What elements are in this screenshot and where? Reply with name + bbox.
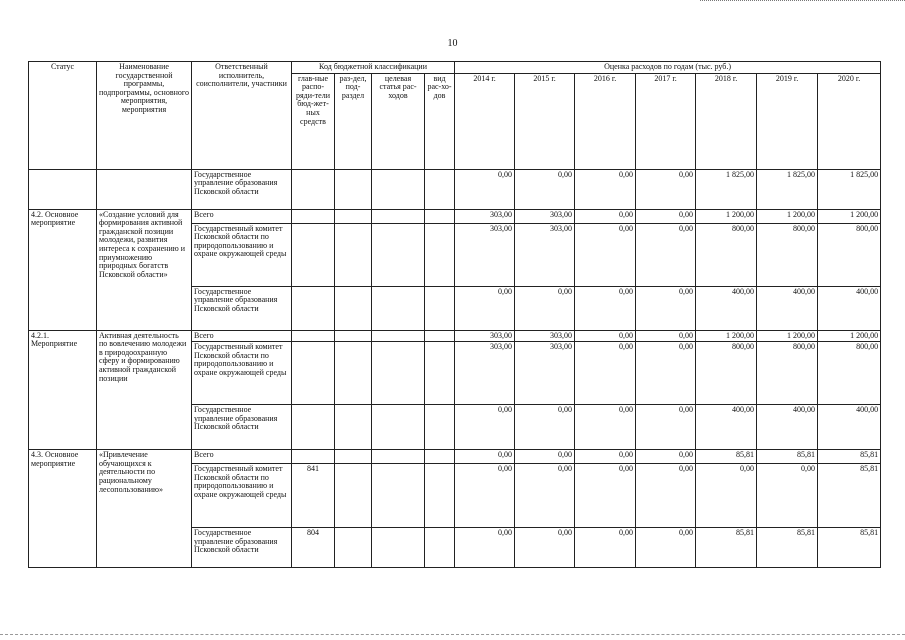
value-cell: 800,00 — [818, 342, 881, 405]
value-cell: 303,00 — [515, 330, 575, 342]
header-year: 2019 г. — [757, 73, 818, 169]
grbs-cell — [292, 169, 335, 209]
value-cell: 1 200,00 — [757, 330, 818, 342]
expense-type-cell — [425, 209, 455, 223]
section-cell — [335, 209, 372, 223]
section-cell — [335, 405, 372, 450]
grbs-cell — [292, 405, 335, 450]
target-article-cell — [372, 405, 425, 450]
value-cell: 0,00 — [575, 223, 636, 286]
header-expense-type: вид рас-хо-дов — [425, 73, 455, 169]
expense-type-cell — [425, 405, 455, 450]
value-cell: 1 825,00 — [757, 169, 818, 209]
value-cell: 1 200,00 — [818, 330, 881, 342]
header-name: Наименование государственной программы, подпрограммы, основного мероприятия, мероприятия — [97, 62, 192, 170]
header-target-article: целевая статья рас-ходов — [372, 73, 425, 169]
target-article-cell — [372, 450, 425, 464]
value-cell: 0,00 — [515, 528, 575, 568]
value-cell: 0,00 — [636, 286, 696, 330]
section-cell — [335, 169, 372, 209]
header-section: раз-дел, под-раздел — [335, 73, 372, 169]
header-year: 2017 г. — [636, 73, 696, 169]
executor-cell: Государственное управление образования Псковской области — [192, 528, 292, 568]
value-cell: 400,00 — [757, 286, 818, 330]
expense-type-cell — [425, 169, 455, 209]
name-cell: «Привлечение обучающихся к деятельности по рациональному лесопользованию» — [97, 450, 192, 568]
grbs-cell — [292, 330, 335, 342]
name-cell: Активная деятельность по вовлечению молодежи в природоохранную сферу и формированию активной гражданской позиции — [97, 330, 192, 450]
budget-table — [28, 61, 881, 568]
value-cell: 400,00 — [696, 286, 757, 330]
header-year: 2014 г. — [455, 73, 515, 169]
value-cell: 0,00 — [455, 286, 515, 330]
header-grbs: глав-ные распо-ряди-тели бюд-жет-ных средств — [292, 73, 335, 169]
expense-type-cell — [425, 286, 455, 330]
executor-cell: Всего — [192, 330, 292, 342]
value-cell: 303,00 — [455, 342, 515, 405]
status-cell: 4.2.1. Мероприятие — [29, 330, 97, 450]
expense-type-cell — [425, 330, 455, 342]
value-cell: 0,00 — [515, 464, 575, 528]
value-cell: 85,81 — [757, 450, 818, 464]
value-cell: 1 825,00 — [818, 169, 881, 209]
value-cell: 0,00 — [636, 342, 696, 405]
grbs-cell: 841 — [292, 464, 335, 528]
value-cell: 0,00 — [636, 169, 696, 209]
value-cell: 303,00 — [515, 209, 575, 223]
value-cell: 0,00 — [455, 405, 515, 450]
executor-cell: Государственный комитет Псковской области по природопользованию и охране окружающей среды — [192, 223, 292, 286]
value-cell: 0,00 — [575, 330, 636, 342]
grbs-cell: 804 — [292, 528, 335, 568]
value-cell: 0,00 — [575, 464, 636, 528]
value-cell: 85,81 — [757, 528, 818, 568]
value-cell: 0,00 — [455, 450, 515, 464]
value-cell: 1 200,00 — [696, 209, 757, 223]
value-cell: 400,00 — [757, 405, 818, 450]
executor-cell: Всего — [192, 450, 292, 464]
value-cell: 1 200,00 — [696, 330, 757, 342]
value-cell: 0,00 — [455, 528, 515, 568]
header-executor: Ответственный исполнитель, соисполнители, участники — [192, 62, 292, 170]
section-cell — [335, 223, 372, 286]
executor-cell: Всего — [192, 209, 292, 223]
target-article-cell — [372, 169, 425, 209]
target-article-cell — [372, 330, 425, 342]
status-cell: 4.3. Основное мероприятие — [29, 450, 97, 568]
status-cell: 4.2. Основное мероприятие — [29, 209, 97, 330]
value-cell: 1 825,00 — [696, 169, 757, 209]
value-cell: 800,00 — [696, 223, 757, 286]
value-cell: 0,00 — [636, 405, 696, 450]
table-row — [29, 169, 881, 209]
grbs-cell — [292, 450, 335, 464]
value-cell: 85,81 — [818, 450, 881, 464]
header-year: 2015 г. — [515, 73, 575, 169]
value-cell: 303,00 — [455, 209, 515, 223]
value-cell: 0,00 — [575, 450, 636, 464]
target-article-cell — [372, 464, 425, 528]
value-cell: 0,00 — [575, 286, 636, 330]
expense-type-cell — [425, 464, 455, 528]
value-cell: 0,00 — [757, 464, 818, 528]
section-cell — [335, 464, 372, 528]
target-article-cell — [372, 223, 425, 286]
grbs-cell — [292, 286, 335, 330]
expense-type-cell — [425, 223, 455, 286]
value-cell: 85,81 — [696, 528, 757, 568]
value-cell: 85,81 — [818, 528, 881, 568]
table-row — [29, 209, 881, 223]
value-cell: 303,00 — [455, 330, 515, 342]
value-cell: 0,00 — [636, 223, 696, 286]
value-cell: 0,00 — [636, 450, 696, 464]
executor-cell: Государственный комитет Псковской области по природопользованию и охране окружающей среды — [192, 464, 292, 528]
value-cell: 0,00 — [636, 464, 696, 528]
executor-cell: Государственный комитет Псковской области по природопользованию и охране окружающей среды — [192, 342, 292, 405]
target-article-cell — [372, 209, 425, 223]
section-cell — [335, 286, 372, 330]
expense-type-cell — [425, 342, 455, 405]
value-cell: 800,00 — [818, 223, 881, 286]
status-cell — [29, 169, 97, 209]
value-cell: 0,00 — [515, 286, 575, 330]
value-cell: 303,00 — [515, 223, 575, 286]
page-number: 10 — [447, 38, 458, 49]
header-year: 2020 г. — [818, 73, 881, 169]
value-cell: 303,00 — [455, 223, 515, 286]
header-status: Статус — [29, 62, 97, 170]
value-cell: 0,00 — [636, 528, 696, 568]
target-article-cell — [372, 286, 425, 330]
value-cell: 800,00 — [757, 223, 818, 286]
scan-artifact-top — [700, 0, 905, 4]
section-cell — [335, 342, 372, 405]
value-cell: 0,00 — [575, 209, 636, 223]
value-cell: 85,81 — [696, 450, 757, 464]
scan-artifact-bottom — [0, 634, 905, 637]
value-cell: 400,00 — [818, 405, 881, 450]
header-expense-estimate: Оценка расходов по годам (тыс. руб.) — [455, 62, 881, 74]
value-cell: 303,00 — [515, 342, 575, 405]
target-article-cell — [372, 342, 425, 405]
value-cell: 800,00 — [696, 342, 757, 405]
value-cell: 400,00 — [818, 286, 881, 330]
name-cell: «Создание условий для формирования активной гражданской позиции молодежи, развития интереса к сохранению и приумножению природных богатств Псковской области» — [97, 209, 192, 330]
value-cell: 0,00 — [575, 342, 636, 405]
value-cell: 0,00 — [696, 464, 757, 528]
name-cell — [97, 169, 192, 209]
grbs-cell — [292, 223, 335, 286]
header-year: 2016 г. — [575, 73, 636, 169]
value-cell: 0,00 — [636, 330, 696, 342]
value-cell: 0,00 — [636, 209, 696, 223]
value-cell: 800,00 — [757, 342, 818, 405]
executor-cell: Государственное управление образования Псковской области — [192, 405, 292, 450]
section-cell — [335, 450, 372, 464]
value-cell: 400,00 — [696, 405, 757, 450]
value-cell: 0,00 — [515, 169, 575, 209]
target-article-cell — [372, 528, 425, 568]
executor-cell: Государственное управление образования Псковской области — [192, 169, 292, 209]
value-cell: 0,00 — [575, 405, 636, 450]
section-cell — [335, 528, 372, 568]
executor-cell: Государственное управление образования Псковской области — [192, 286, 292, 330]
value-cell: 0,00 — [455, 169, 515, 209]
section-cell — [335, 330, 372, 342]
value-cell: 85,81 — [818, 464, 881, 528]
value-cell: 0,00 — [455, 464, 515, 528]
grbs-cell — [292, 342, 335, 405]
expense-type-cell — [425, 528, 455, 568]
header-year: 2018 г. — [696, 73, 757, 169]
table-row — [29, 450, 881, 464]
expense-type-cell — [425, 450, 455, 464]
value-cell: 1 200,00 — [818, 209, 881, 223]
table-row — [29, 330, 881, 342]
grbs-cell — [292, 209, 335, 223]
value-cell: 0,00 — [575, 169, 636, 209]
value-cell: 0,00 — [515, 405, 575, 450]
value-cell: 0,00 — [575, 528, 636, 568]
value-cell: 0,00 — [515, 450, 575, 464]
value-cell: 1 200,00 — [757, 209, 818, 223]
header-budget-code: Код бюджетной классификации — [292, 62, 455, 74]
